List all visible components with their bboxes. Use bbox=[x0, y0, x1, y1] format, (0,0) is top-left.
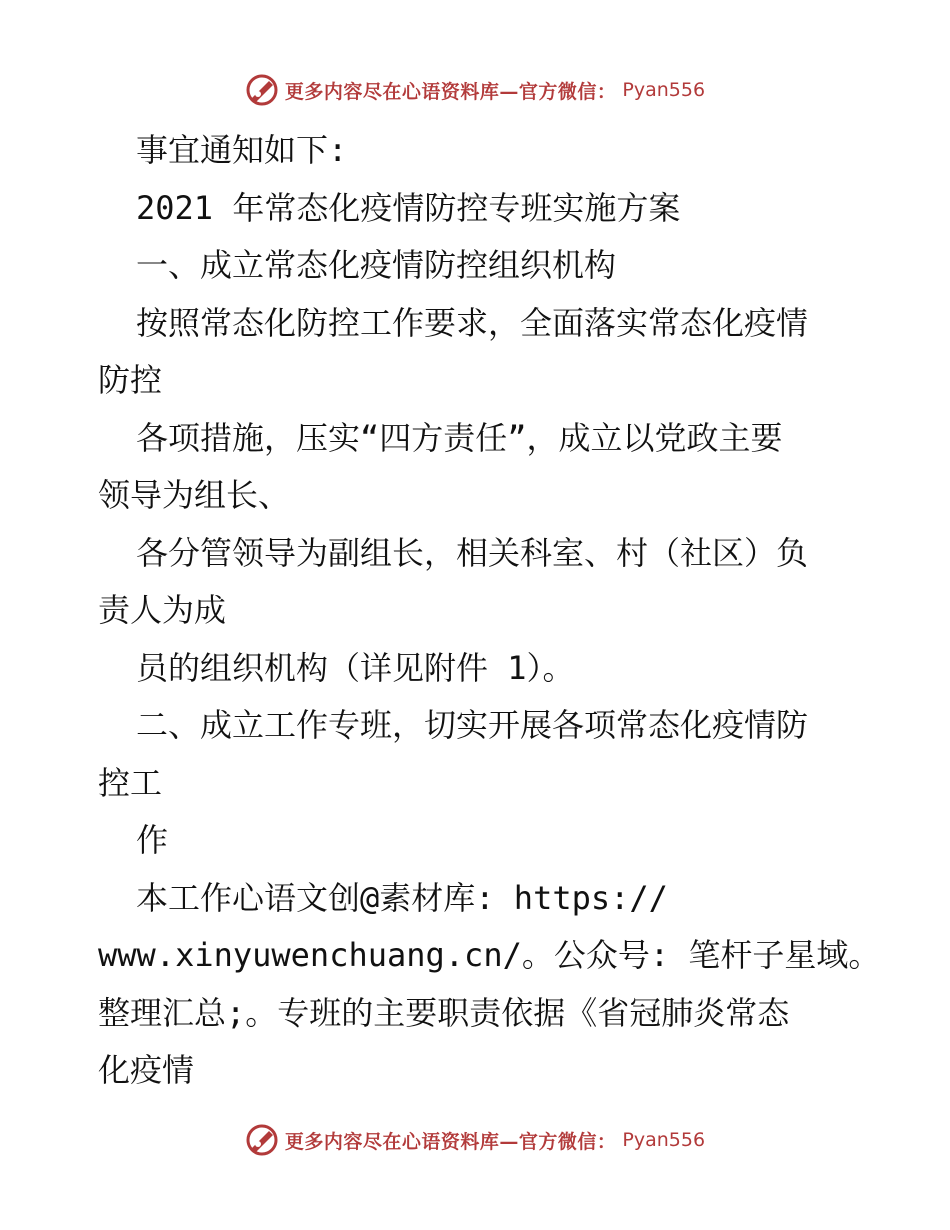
text-line: 整理汇总;。专班的主要职责依据《省冠肺炎常态 bbox=[98, 993, 790, 1032]
text-line: 责人为成 bbox=[98, 591, 227, 629]
watermark-text: 更多内容尽在心语资料库—官方微信： bbox=[284, 80, 617, 103]
pen-logo-icon bbox=[245, 73, 279, 107]
text-line: 一、成立常态化疫情防控组织机构 bbox=[136, 246, 617, 284]
watermark-text: 更多内容尽在心语资料库—官方微信： bbox=[284, 1130, 617, 1153]
text-line: 防控 bbox=[98, 361, 163, 399]
text-line: 各分管领导为副组长，相关科室、村（社区）负 bbox=[136, 533, 809, 572]
watermark-wechat-id: Pyan556 bbox=[622, 79, 706, 101]
text-line: 事宜通知如下: bbox=[136, 131, 348, 169]
text-line: 二、成立工作专班，切实开展各项常态化疫情防 bbox=[136, 706, 809, 744]
text-line: 员的组织机构（详见附件 1）。 bbox=[136, 648, 575, 687]
text-line: 作 bbox=[136, 821, 169, 859]
text-line: 本工作心语文创@素材库: https:// bbox=[136, 878, 668, 917]
document-body bbox=[98, 122, 881, 1100]
text-line: 各项措施，压实“四方责任”，成立以党政主要 bbox=[136, 418, 783, 457]
watermark-wechat-id: Pyan556 bbox=[622, 1129, 706, 1151]
watermark-header bbox=[0, 70, 950, 110]
text-line: 按照常态化防控工作要求，全面落实常态化疫情 bbox=[136, 303, 809, 342]
text-line: 控工 bbox=[98, 763, 163, 802]
watermark-footer bbox=[0, 1120, 950, 1160]
text-line: www.xinyuwenchuang.cn/。公众号: 笔杆子星域。 bbox=[98, 936, 881, 974]
text-line: 化疫情 bbox=[98, 1051, 195, 1089]
pen-logo-icon bbox=[245, 1123, 279, 1157]
text-line: 2021 年常态化疫情防控专班实施方案 bbox=[136, 188, 681, 227]
text-line: 领导为组长、 bbox=[98, 476, 291, 514]
